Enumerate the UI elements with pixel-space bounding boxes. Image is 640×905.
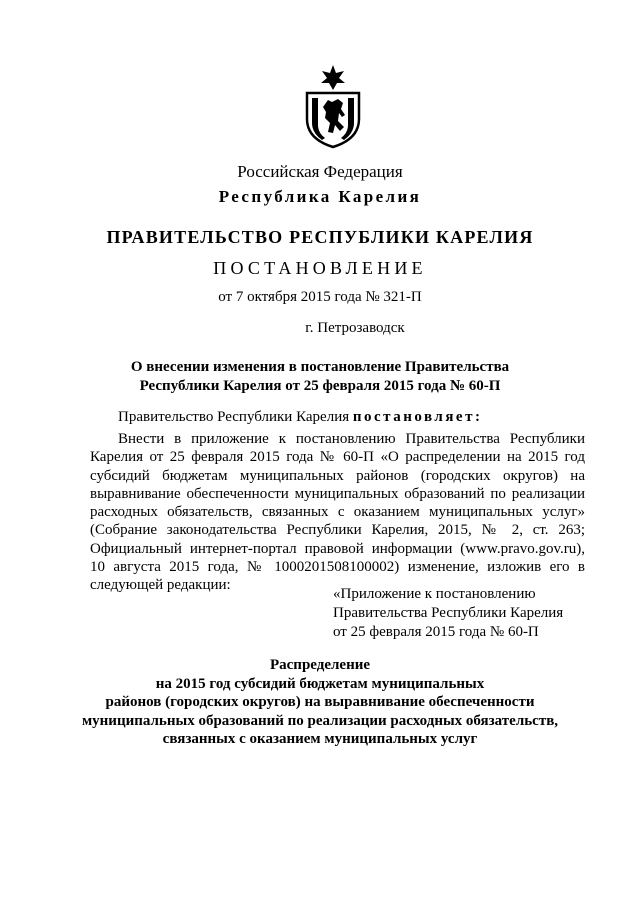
preamble	[118, 409, 482, 426]
document-city: г. Петрозаводск	[305, 320, 405, 336]
preamble-text: Правительство Республики Карелия	[118, 409, 353, 425]
distribution-title-line: районов (городских округов) на выравнивание обеспеченности	[105, 694, 535, 710]
subject-line: Республики Карелия от 25 февраля 2015 года № 60-П	[139, 378, 501, 394]
annex-line: Правительства Республики Карелия	[333, 605, 564, 621]
distribution-title-line: Распределение	[269, 657, 371, 673]
karelia-coat-of-arms-icon	[301, 63, 365, 149]
distribution-title	[0, 656, 640, 749]
document-date: от 7 октября 2015 года № 321-П	[218, 289, 422, 305]
document-subject	[0, 358, 640, 396]
government-name: ПРАВИТЕЛЬСТВО РЕСПУБЛИКИ КАРЕЛИЯ	[106, 227, 534, 247]
distribution-title-line: муниципальных образований по реализации расходных обязательств,	[81, 712, 559, 729]
annex-reference	[333, 585, 563, 642]
distribution-title-line: связанных с оказанием муниципальных услуг	[162, 731, 478, 747]
annex-line: «Приложение к постановлению	[333, 586, 536, 602]
annex-line: от 25 февраля 2015 года № 60-П	[333, 624, 539, 640]
document-type: ПОСТАНОВЛЕНИЕ	[213, 258, 427, 278]
body-paragraph: Внести в приложение к постановлению Правительства Республики Карелия от 25 февраля 2015 года № 60-П «О распределении на 2015 год субсидий бюджетам муниципальных районов (городских округов) на выравнивание обеспеченности муниципальных образований по реализации расходных обязательств, связанных с оказанием муниципальных услуг» (Собрание законодательства Республики Карелия, 2015, № 2, ст. 263; Официальный интернет-портал правовой информации (www.pravo.gov.ru), 10 августа 2015 года, № 1000201508100002) изменение, изложив его в следующей редакции:	[90, 431, 585, 594]
preamble-verb: постановляет:	[352, 409, 483, 425]
country-name: Российская Федерация	[237, 162, 403, 181]
distribution-title-line: на 2015 год субсидий бюджетам муниципальных	[155, 675, 485, 692]
republic-name: Республика Карелия	[218, 187, 422, 206]
subject-line: О внесении изменения в постановление Правительства	[130, 359, 510, 375]
